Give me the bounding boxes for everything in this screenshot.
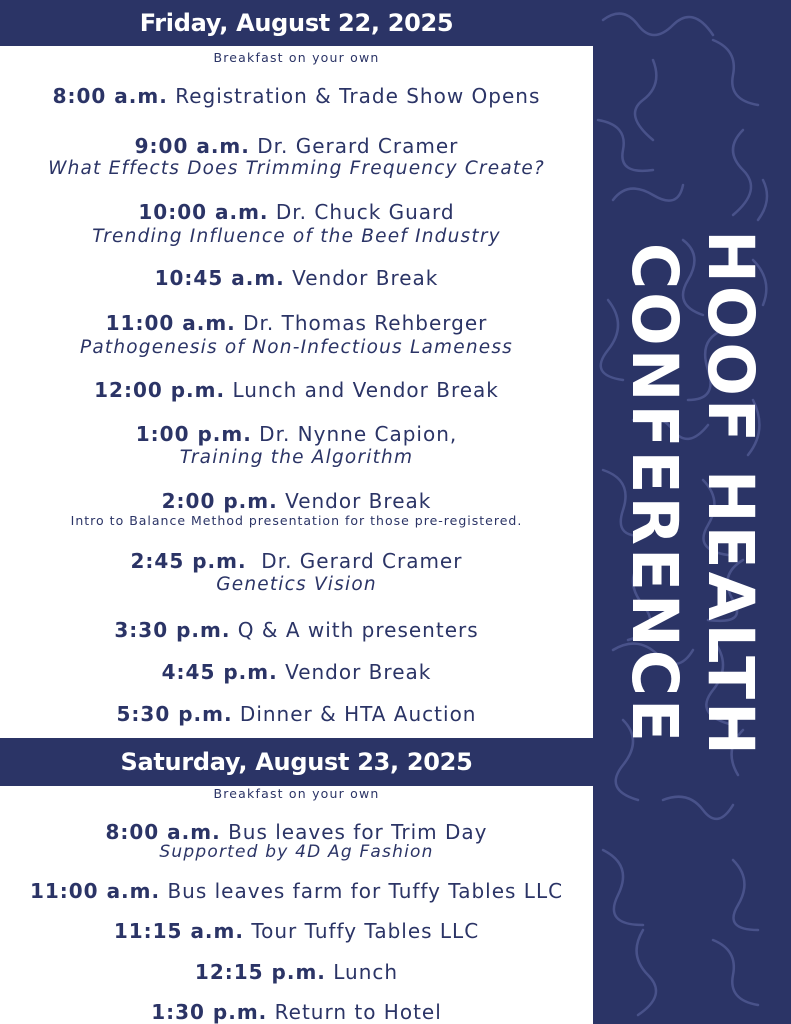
schedule-time: 8:00 a.m.: [105, 820, 221, 844]
session-sponsor: Supported by 4D Ag Fashion: [159, 842, 434, 862]
schedule-time: 2:45 p.m.: [130, 549, 247, 573]
schedule-time: 2:00 p.m.: [161, 489, 278, 513]
schedule-text: Lunch and Vendor Break: [232, 378, 499, 402]
schedule-text: Tour Tuffy Tables LLC: [251, 919, 480, 943]
schedule-time: 3:30 p.m.: [114, 618, 231, 642]
session-title: Pathogenesis of Non-Infectious Lameness: [79, 337, 514, 358]
schedule-text: Registration & Trade Show Opens: [175, 84, 541, 108]
schedule-time: 11:00 a.m.: [29, 879, 161, 903]
schedule-time: 1:30 p.m.: [151, 1000, 268, 1024]
schedule-item: [0, 266, 593, 290]
schedule-time: 1:00 p.m.: [135, 422, 252, 446]
schedule-text: Lunch: [333, 960, 399, 984]
schedule-text: Vendor Break: [285, 489, 432, 513]
schedule-time: 8:00 a.m.: [52, 84, 168, 108]
schedule-text: Return to Hotel: [274, 1000, 442, 1024]
schedule-item: [0, 960, 593, 984]
schedule-item: [0, 820, 593, 844]
schedule-item: [0, 422, 593, 446]
schedule-item: [0, 919, 593, 943]
schedule-item: [0, 1000, 593, 1024]
conference-title-line2: CONFERENCE: [618, 242, 691, 746]
schedule-time: 5:30 p.m.: [116, 702, 233, 726]
friday-date-banner: [0, 0, 593, 46]
schedule-text: Bus leaves for Trim Day: [228, 820, 488, 844]
schedule-item: [0, 549, 593, 573]
session-title: Trending Influence of the Beef Industry: [92, 226, 501, 247]
schedule-time: 9:00 a.m.: [134, 134, 250, 158]
schedule-text: Dr. Gerard Cramer: [253, 549, 463, 573]
conference-title: [616, 230, 768, 758]
schedule-item: [0, 134, 593, 158]
schedule-item: [0, 84, 593, 108]
saturday-date: Saturday, August 23, 2025: [120, 748, 473, 776]
schedule-item: [0, 311, 593, 335]
schedule-text: Vendor Break: [285, 660, 432, 684]
session-title: Training the Algorithm: [179, 447, 414, 468]
schedule-item: [0, 660, 593, 684]
schedule-text: Dinner & HTA Auction: [239, 702, 477, 726]
schedule-time: 12:15 p.m.: [194, 960, 326, 984]
schedule-text: Bus leaves farm for Tuffy Tables LLC: [167, 879, 564, 903]
schedule-item: [0, 200, 593, 224]
schedule-item: [0, 879, 593, 903]
schedule-text: Q & A with presenters: [237, 618, 479, 642]
schedule-item: [0, 702, 593, 726]
session-note: Intro to Balance Method presentation for those pre-registered.: [70, 513, 523, 528]
friday-date: Friday, August 22, 2025: [139, 9, 454, 37]
schedule-time: 10:00 a.m.: [138, 200, 269, 224]
schedule-text: Dr. Thomas Rehberger: [243, 311, 488, 335]
schedule-item: [0, 618, 593, 642]
session-title: Genetics Vision: [216, 574, 377, 595]
schedule-time: 11:15 a.m.: [113, 919, 244, 943]
session-title: What Effects Does Trimming Frequency Create?: [48, 158, 545, 179]
schedule-item: [0, 378, 593, 402]
schedule-text: Vendor Break: [292, 266, 439, 290]
saturday-breakfast-note: Breakfast on your own: [213, 786, 380, 801]
schedule-time: 11:00 a.m.: [105, 311, 236, 335]
saturday-date-banner: [0, 738, 593, 786]
schedule-time: 4:45 p.m.: [161, 660, 278, 684]
schedule-time: 10:45 a.m.: [154, 266, 285, 290]
conference-title-line1: HOOF HEALTH: [694, 230, 767, 758]
friday-breakfast-note: Breakfast on your own: [213, 50, 380, 65]
schedule-text: Dr. Nynne Capion,: [259, 422, 458, 446]
schedule-text: Dr. Gerard Cramer: [257, 134, 459, 158]
schedule-time: 12:00 p.m.: [94, 378, 226, 402]
schedule-item: [0, 489, 593, 513]
schedule-text: Dr. Chuck Guard: [275, 200, 455, 224]
